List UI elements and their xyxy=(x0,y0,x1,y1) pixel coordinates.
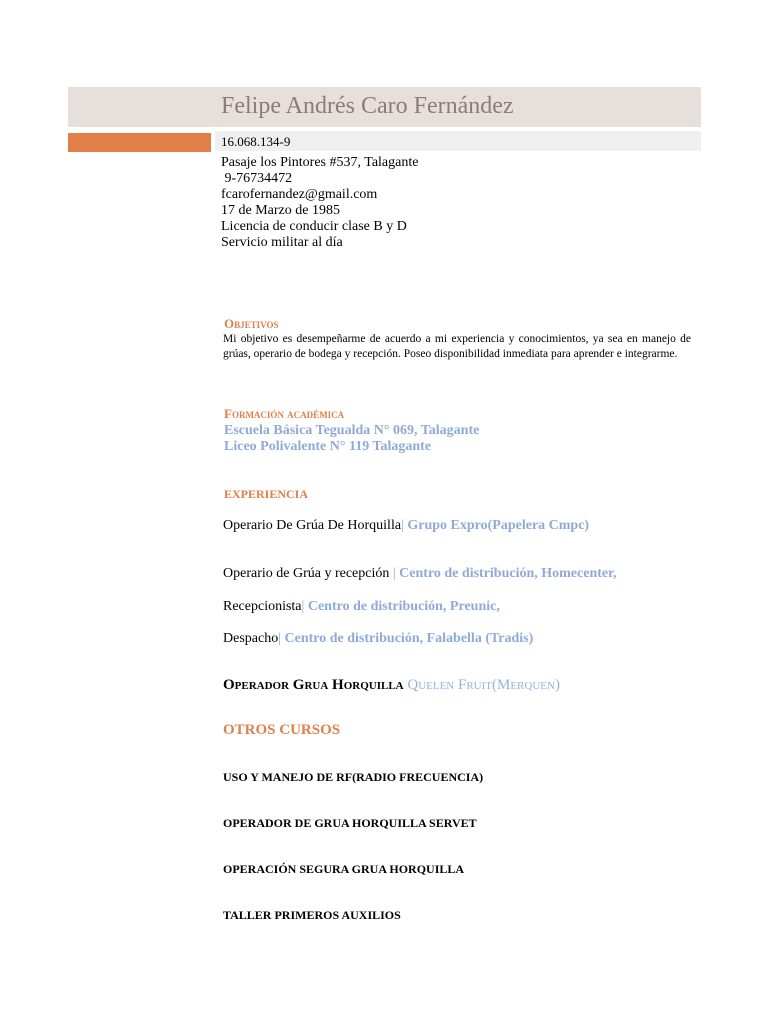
address: Pasaje los Pintores #537, Talagante xyxy=(221,155,419,170)
experience-item xyxy=(223,518,589,534)
course-item: TALLER PRIMEROS AUXILIOS xyxy=(223,908,401,922)
education-item: Liceo Polivalente N° 119 Talagante xyxy=(224,439,432,454)
separator: | xyxy=(401,518,404,533)
email: fcarofernandez@gmail.com xyxy=(221,187,378,202)
accent-bar xyxy=(68,133,211,152)
experience-role: Despacho xyxy=(223,631,279,646)
operator-company: Quelen Fruit(Merquen) xyxy=(403,677,560,693)
experience-item xyxy=(223,599,500,615)
experience-heading: EXPERIENCIA xyxy=(224,487,309,501)
experience-company: Centro de distribución, Preunic, xyxy=(304,599,500,614)
birth-date: 17 de Marzo de 1985 xyxy=(221,203,340,218)
military-service: Servicio militar al día xyxy=(221,235,343,250)
experience-company: Centro de distribución, Falabella (Tradis) xyxy=(281,631,534,646)
separator: | xyxy=(301,599,305,614)
course-item: OPERACIÓN SEGURA GRUA HORQUILLA xyxy=(223,862,465,876)
course-item: OPERADOR DE GRUA HORQUILLA SERVET xyxy=(223,816,477,830)
separator: | xyxy=(392,566,396,581)
experience-company: Grupo Expro(Papelera Cmpc) xyxy=(403,518,590,533)
experience-item xyxy=(223,566,617,582)
contact-info xyxy=(221,155,418,251)
education-item: Escuela Básica Tegualda N° 069, Talagante xyxy=(224,423,480,438)
applicant-name: Felipe Andrés Caro Fernández xyxy=(221,93,514,119)
separator: | xyxy=(278,631,282,646)
phone: 9-76734472 xyxy=(221,171,293,186)
experience-item xyxy=(223,631,533,647)
experience-company: Centro de distribución, Homecenter, xyxy=(395,566,617,581)
objectives-text: Mi objetivo es desempeñarme de acuerdo a mi experiencia y conocimientos, ya sea en manejo de grúas, operario de bodega y recepción. Poseo disponibilidad inmediata para aprender e integrarme. xyxy=(223,333,691,360)
driver-license: Licencia de conducir clase B y D xyxy=(221,219,407,234)
operator-title: Operador Grua Horquilla xyxy=(223,677,404,693)
education-heading: Formación académica xyxy=(224,406,345,421)
course-item: USO Y MANEJO DE RF(RADIO FRECUENCIA) xyxy=(223,770,484,784)
operator-experience xyxy=(223,677,560,694)
experience-role: Operario De Grúa De Horquilla xyxy=(223,518,402,533)
id-number: 16.068.134-9 xyxy=(221,134,291,149)
courses-heading: OTROS CURSOS xyxy=(223,722,341,738)
experience-role: Operario de Grúa y recepción xyxy=(223,566,393,581)
objectives-heading: Objetivos xyxy=(224,316,279,331)
experience-role: Recepcionista xyxy=(223,599,302,614)
